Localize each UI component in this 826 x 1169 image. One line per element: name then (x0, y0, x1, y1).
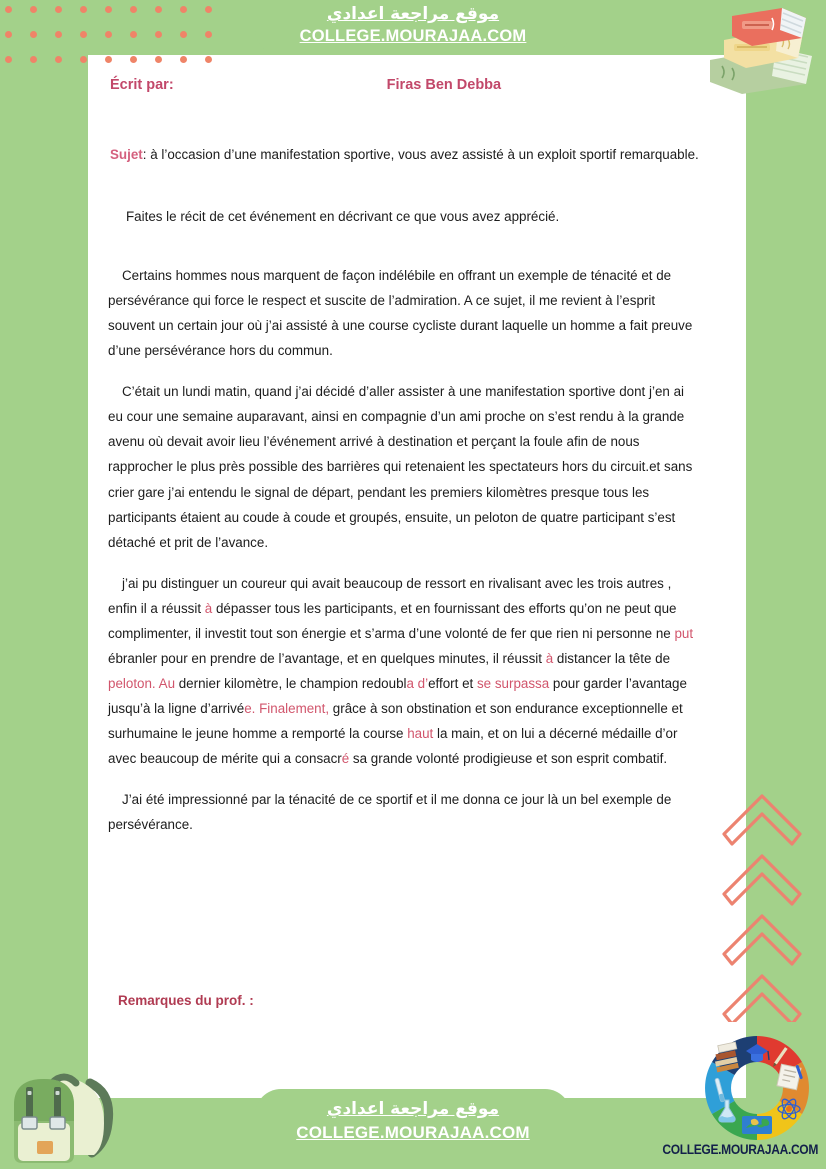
highlighted-text: e. Finalement, (244, 701, 330, 716)
plain-text: grâce à son obstination et son endurance exceptionnelle et surhumaine le jeune homme a remporté la course (108, 701, 683, 742)
subject-instruction: Faites le récit de cet événement en décrivant ce que vous avez apprécié. (126, 209, 560, 224)
subject-separator: : (142, 147, 147, 162)
dot (205, 6, 212, 13)
site-header-banner (255, 0, 571, 55)
dot (205, 31, 212, 38)
dot (155, 6, 162, 13)
author-row (110, 77, 710, 93)
plain-text: dernier kilomètre, le champion redoubl (175, 675, 407, 691)
plain-text: effort et (428, 675, 477, 691)
dot (30, 56, 37, 63)
dot (55, 6, 62, 13)
dot (80, 56, 87, 63)
dot (130, 6, 137, 13)
dot (55, 56, 62, 63)
essay-paragraph (108, 571, 702, 772)
site-arabic-title: موقع مراجعة اعدادي (326, 4, 500, 24)
dot (130, 31, 137, 38)
site-arabic-title-footer: موقع مراجعة اعدادي (326, 1098, 500, 1119)
highlighted-text: haut (407, 726, 434, 742)
dot (105, 56, 112, 63)
dot (30, 6, 37, 13)
subject-block (110, 143, 700, 168)
plain-text: j’ai pu distinguer un coureur qui avait beaucoup de ressort en rivalisant avec les trois autres , enfin il a réussit (108, 575, 672, 616)
highlighted-text: peloton. Au (108, 675, 176, 691)
essay-body (108, 263, 702, 853)
dot (105, 6, 112, 13)
plain-text: distancer la tête de (553, 650, 671, 666)
dot (155, 31, 162, 38)
site-footer-banner (255, 1089, 571, 1153)
site-url-header: COLLEGE.MOURAJAA.COM (299, 27, 527, 46)
plain-text: sa grande volonté prodigieuse et son esprit combatif. (349, 751, 668, 767)
written-by-label: Écrit par: (110, 77, 174, 93)
essay-paragraph: Certains hommes nous marquent de façon indélébile en offrant un exemple de ténacité et de persévérance qui force le respect et suscite de l’admiration. A ce sujet, il me revient à l’esprit souvent un certain jour où j’ai assisté à une course cycliste durant laquelle un homme a fait preuve d’une persévérance hors du commun. (108, 268, 693, 359)
dot (80, 6, 87, 13)
highlighted-text: é (341, 751, 350, 767)
dot (5, 6, 12, 13)
plain-text: la main, et on lui a décerné médaille d’or avec beaucoup de mérite qui a consacr (108, 726, 678, 767)
plain-text: pour garder l’avantage jusqu’à la ligne d’arrivé (108, 675, 687, 716)
plain-text: ébranler pour en prendre de l’avantage, et en quelques minutes, il réussit (108, 650, 546, 666)
frame-band-left (0, 0, 88, 1169)
author-name: Firas Ben Debba (386, 77, 502, 93)
plain-text: dépasser tous les participants, et en fournissant des efforts qu’on ne peut que complimenter, il investit tout son énergie et s’arma d’une volonté de fer que rien ni personne ne (108, 600, 677, 641)
highlighted-text: à (545, 650, 554, 666)
dot (5, 31, 12, 38)
dot (5, 56, 12, 63)
chevron-up-outline-icon (718, 782, 818, 1022)
dot-grid-icon (0, 0, 230, 60)
subject-label: Sujet (110, 147, 143, 162)
dot (105, 31, 112, 38)
subject-statement: à l’occasion d’une manifestation sportive, vous avez assisté à un exploit sportif remarquable. (146, 147, 699, 162)
stacked-books-icon (702, 4, 818, 100)
essay-paragraph: J’ai été impressionné par la ténacité de ce sportif et il me donna ce jour là un bel exemple de persévérance. (108, 792, 672, 833)
dot (180, 56, 187, 63)
dot (80, 31, 87, 38)
highlighted-text: se surpassa (476, 675, 550, 691)
highlighted-text: à (204, 600, 213, 616)
dot (155, 56, 162, 63)
highlighted-text: put (674, 625, 694, 641)
dot (130, 56, 137, 63)
education-subjects-wheel-icon (698, 1029, 816, 1147)
document-content (88, 55, 746, 1098)
dot (180, 6, 187, 13)
dot (180, 31, 187, 38)
teacher-remarks-label: Remarques du prof. : (118, 993, 254, 1008)
backpack-icon (4, 1061, 122, 1165)
site-watermark: COLLEGE.MOURAJAA.COM (662, 1141, 818, 1157)
dot (205, 56, 212, 63)
essay-paragraph: C’était un lundi matin, quand j’ai décidé d’aller assister à une manifestation sportive dont j’en ai eu cour une semaine auparavant, ainsi en compagnie d’un ami proche on s’est rendu à la grande avenu où devait avoir lieu l’événement arrivé à destination et perçant la foule afin de nous rapprocher le plus près possible des barrières qui retenaient les spectateurs hors du circuit.et sans crier gare j’ai entendu le signal de départ, pendant les premiers kilomètres presque tous les participants étaient au coude à coude et groupés, ensuite, un peloton de quatre participant s’est détaché et prit de l’avance. (108, 384, 693, 550)
dot (30, 31, 37, 38)
site-url-footer: COLLEGE.MOURAJAA.COM (296, 1123, 530, 1142)
dot (55, 31, 62, 38)
highlighted-text: a d’ (406, 675, 429, 691)
